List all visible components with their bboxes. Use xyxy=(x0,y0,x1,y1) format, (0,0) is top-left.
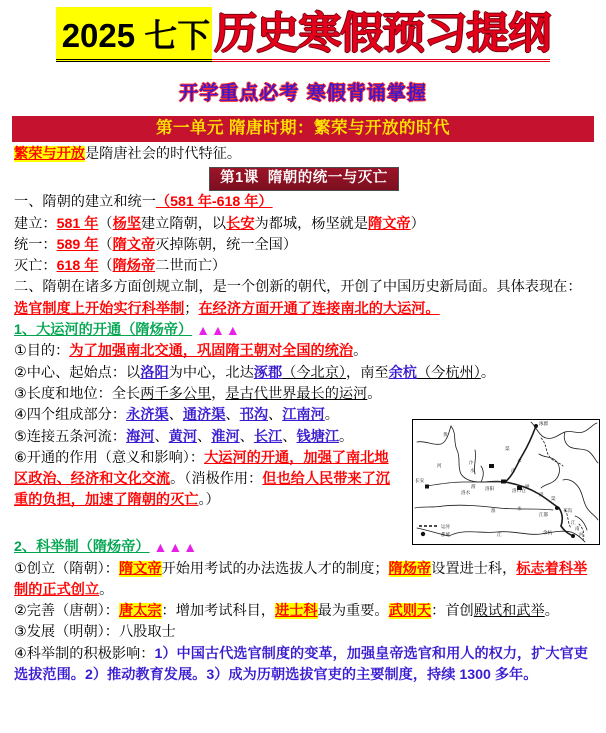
canal-item-3-status: 是古代世界最长的运河 xyxy=(225,385,368,402)
canal-item-2-t2: （今北京） xyxy=(282,364,347,381)
unification-year: 589 年 xyxy=(56,236,99,253)
fall-label: 灭亡： xyxy=(14,258,57,275)
svg-text:南: 南 xyxy=(575,527,580,532)
canal-item-6-label: 开通的作用（意义和影响）： xyxy=(26,449,205,466)
founding-mid-2: 为都城，杨坚就是 xyxy=(254,215,369,232)
keju-item-3 xyxy=(14,622,594,643)
unification-rest: 灭掉陈朝，统一全国） xyxy=(155,236,298,253)
svg-text:江: 江 xyxy=(571,521,576,526)
unification-label: 统一： xyxy=(14,236,57,253)
keju-item-1-t2: 设置进士科， xyxy=(431,560,517,577)
keju-item-4-num: ④ xyxy=(14,645,27,662)
svg-text:涿郡: 涿郡 xyxy=(539,422,549,427)
unit-feature-line xyxy=(14,144,594,165)
section-two-red-1: 选官制度上开始实行科举制 xyxy=(14,300,185,317)
svg-text:水: 水 xyxy=(470,469,475,474)
canal-item-6-tail: 。） xyxy=(198,492,220,509)
canal-item-4-tail: 。 xyxy=(324,407,339,424)
founding-open-paren: （ xyxy=(98,215,113,232)
keju-item-1 xyxy=(14,559,594,602)
section-two-lead xyxy=(14,277,594,320)
svg-text:运河: 运河 xyxy=(441,525,450,530)
canal-item-3-t1: ， xyxy=(211,385,226,402)
svg-text:洛口仓: 洛口仓 xyxy=(512,489,526,494)
canal-item-3-num: ③ xyxy=(14,385,27,402)
fall-line xyxy=(14,256,594,277)
canal-item-2-t1: 为中心，北达 xyxy=(168,364,254,381)
canal-river-1: 海河 xyxy=(126,428,155,445)
fall-year: 618 年 xyxy=(56,258,99,275)
keju-item-4 xyxy=(14,644,594,687)
keju-item-1-red: 标志着科举制的正式创立 xyxy=(14,560,588,598)
founding-close-paren: ） xyxy=(410,215,425,232)
keju-item-2-t3: ：首创 xyxy=(431,603,474,620)
canal-river-5: 钱塘江 xyxy=(296,428,340,445)
keju-item-2-person-2: 武则天 xyxy=(388,603,432,620)
canal-item-1-tail: 。 xyxy=(353,343,368,360)
canal-item-3 xyxy=(14,384,594,405)
section-one-heading xyxy=(14,192,594,213)
keju-item-1-person-2: 隋炀帝 xyxy=(388,560,432,577)
svg-text:渭: 渭 xyxy=(471,485,476,490)
unit-banner: 第一单元 隋唐时期：繁荣与开放的时代 xyxy=(12,116,594,142)
svg-text:济: 济 xyxy=(511,469,516,474)
canal-item-6-red-1: 大运河的开通，加强了南北地区政治、经济和文化交流 xyxy=(14,449,389,488)
founding-capital: 长安 xyxy=(226,215,255,232)
canal-item-6-mid: 。（消极作用： xyxy=(170,471,263,488)
canal-item-5-num: ⑤ xyxy=(14,428,27,445)
document-body xyxy=(0,142,606,686)
svg-text:济: 济 xyxy=(539,493,544,498)
founding-year: 581 年 xyxy=(56,215,99,232)
fall-person: 隋炀帝 xyxy=(112,258,156,275)
canal-item-3-length: 两千多公里 xyxy=(140,385,212,402)
keju-item-1-person-1: 隋文帝 xyxy=(118,560,162,577)
canal-part-1: 永济渠 xyxy=(126,407,169,424)
section-one-heading-text: 一、隋朝的建立和统一 xyxy=(14,194,156,211)
svg-text:洛水: 洛水 xyxy=(461,491,471,496)
keju-item-2-t2: 最为重要。 xyxy=(317,603,389,620)
canal-heading-row xyxy=(14,320,594,341)
keju-item-2-label: 完善（唐朝）： xyxy=(26,603,119,620)
canal-item-6-num: ⑥ xyxy=(14,449,27,466)
canal-item-2-city-2: 涿郡 xyxy=(253,364,283,381)
canal-item-5-tail: 。 xyxy=(339,428,354,445)
keju-item-2-tail: 。 xyxy=(544,603,559,620)
unification-line xyxy=(14,235,594,256)
triangle-marker-icon: ▲▲▲ xyxy=(196,322,241,339)
canal-heading: 1、大运河的开通（隋炀帝） xyxy=(14,322,193,339)
canal-item-2-t3: ，南至 xyxy=(346,364,389,381)
triangle-marker-icon-2: ▲▲▲ xyxy=(153,539,199,556)
lesson-prefix: 第 xyxy=(220,170,236,187)
fall-rest: 二世而亡） xyxy=(155,258,227,275)
svg-text:江都: 江都 xyxy=(539,513,549,518)
fall-open-paren: （ xyxy=(98,258,113,275)
lesson-name: 隋朝的统一与灭亡 xyxy=(267,170,388,187)
canal-item-4: ④四个组成部分：永济渠、通济渠、邗沟、江南河。 xyxy=(14,407,339,424)
svg-text:余杭: 余杭 xyxy=(543,531,553,536)
svg-text:江: 江 xyxy=(497,533,502,538)
canal-part-4: 江南河 xyxy=(282,407,325,424)
canal-item-5: ⑤连接五条河流：海河、黄河、淮河、长江、钱塘江。 xyxy=(14,428,354,445)
unit-feature-highlight: 繁荣与开放 xyxy=(14,146,85,162)
keju-item-2-subject: 进士科 xyxy=(275,603,318,620)
section-two-lead-plain: 二、隋朝在诸多方面创规立制，是一个创新的朝代，开创了中国历史新局面。具体表现在： xyxy=(14,279,582,296)
keju-item-4-label: 科举制的积极影响： xyxy=(26,645,155,662)
founding-mid: 建立隋朝，以 xyxy=(140,215,227,232)
canal-item-2-tail: 。 xyxy=(480,364,496,381)
canal-item-1-red: 为了加强南北交通，巩固隋王朝对全国的统治 xyxy=(69,343,354,360)
canal-item-1 xyxy=(14,341,594,362)
svg-text:河: 河 xyxy=(579,533,584,538)
keju-item-3-num: ③ xyxy=(14,624,27,641)
keju-item-1-num: ① xyxy=(14,560,27,577)
canal-river-4: 长江 xyxy=(253,428,283,445)
svg-text:邗沟: 邗沟 xyxy=(563,509,573,514)
canal-river-2: 黄河 xyxy=(168,428,198,445)
lesson-title-row xyxy=(14,167,594,191)
lesson-title-chip xyxy=(209,167,399,191)
founding-line xyxy=(14,214,594,235)
section-one-heading-years: （581 年-618 年） xyxy=(155,194,273,211)
keju-item-1-tail: 。 xyxy=(99,581,114,598)
unification-person: 隋文帝 xyxy=(112,236,156,253)
canal-item-2-city-1: 洛阳 xyxy=(140,364,169,381)
section-two-red-2: 在经济方面开通了连接南北的大运河。 xyxy=(198,300,440,317)
section-two-sep: ； xyxy=(184,300,199,317)
canal-item-2-num: ② xyxy=(14,364,27,381)
canal-item-4-num: ④ xyxy=(14,407,27,424)
grand-canal-map xyxy=(412,419,600,545)
svg-text:洛阳: 洛阳 xyxy=(485,487,495,492)
canal-item-3-label: 长度和地位：全长 xyxy=(26,385,141,402)
keju-item-2-t1: ：增加考试科目， xyxy=(161,603,276,620)
svg-text:渠: 渠 xyxy=(505,447,510,452)
svg-text:长安: 长安 xyxy=(415,479,425,484)
svg-text:河: 河 xyxy=(437,464,442,469)
canal-item-2-label: 中心、起始点：以 xyxy=(26,364,141,381)
keju-item-2-person-1: 唐太宗 xyxy=(118,603,162,620)
svg-text:汴: 汴 xyxy=(469,461,474,466)
keju-item-2-num: ② xyxy=(14,603,27,620)
canal-item-4-label: 四个组成部分： xyxy=(26,407,127,424)
keju-item-2-u1: 殿试和武举 xyxy=(473,603,545,620)
canal-item-6-red-2: 但也给人民带来了沉重的负担，加速了隋朝的灭亡 xyxy=(14,471,390,509)
map-illustration-icon xyxy=(413,420,599,544)
svg-text:水: 水 xyxy=(517,507,522,512)
svg-text:黄: 黄 xyxy=(443,433,448,438)
canal-item-1-num: ① xyxy=(14,343,27,360)
canal-part-3: 邗沟 xyxy=(239,407,269,424)
document-subtitle: 开学重点必考 寒假背诵掌握 xyxy=(179,82,427,104)
page-title: 历史寒假预习提纲 xyxy=(212,11,550,62)
canal-item-2-city-3: 余杭 xyxy=(388,364,417,381)
keju-item-1-label: 创立（隋朝）： xyxy=(26,560,119,577)
canal-item-3-tail: 。 xyxy=(367,385,382,402)
unit-feature-rest: 是隋唐社会的时代特征。 xyxy=(84,146,242,162)
svg-text:渠: 渠 xyxy=(551,497,556,502)
canal-item-2-t4: （今杭州） xyxy=(416,364,481,381)
keju-item-4-blue: 1）中国古代选官制度的变革，加强皇帝选官和用人的权力，扩大官吏选拔范围。2）推动教育发展。3）成为历朝选拔官吏的主要制度，持续 1300 多年。 xyxy=(14,645,588,684)
canal-item-2 xyxy=(14,363,594,384)
svg-text:通: 通 xyxy=(525,485,530,490)
canal-part-2: 通济渠 xyxy=(182,407,226,424)
lesson-number: 1 xyxy=(235,170,244,187)
keju-item-2 xyxy=(14,601,594,622)
founding-person-2: 隋文帝 xyxy=(368,215,411,232)
keju-item-3-label: 发展（明朝）：八股取士 xyxy=(26,624,176,641)
svg-text:都城: 都城 xyxy=(441,533,450,538)
canal-item-5-label: 连接五条河流： xyxy=(26,428,127,445)
canal-item-1-label: 目的： xyxy=(26,343,70,360)
canal-river-3: 淮河 xyxy=(211,428,240,445)
founding-person-1: 杨坚 xyxy=(112,215,141,232)
keju-heading: 2、科举制（隋炀帝） xyxy=(14,539,150,556)
document-title-row xyxy=(0,0,606,62)
founding-label: 建立： xyxy=(14,215,57,232)
unification-open-paren: （ xyxy=(98,236,113,253)
lesson-suffix: 课 xyxy=(243,170,259,187)
keju-item-1-t1: 开始用考试的办法选拔人才的制度； xyxy=(161,560,389,577)
svg-text:淮: 淮 xyxy=(491,509,496,514)
svg-text:永: 永 xyxy=(517,459,522,464)
title-year-badge: 2025 七下 xyxy=(56,7,213,62)
